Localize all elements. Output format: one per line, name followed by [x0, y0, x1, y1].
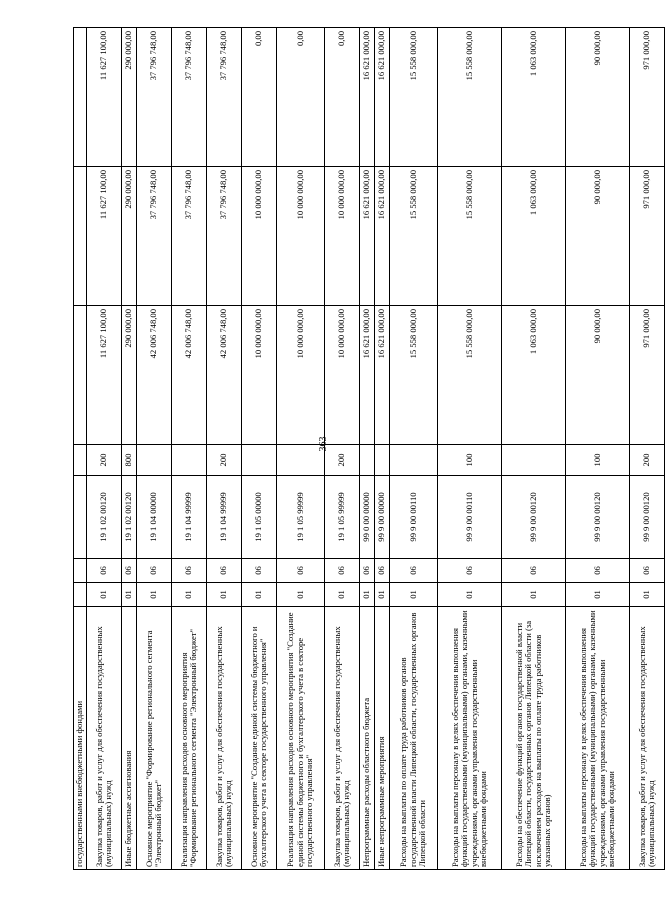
cs-code-cell: 19 1 05 99999 — [325, 476, 360, 559]
amount-2-cell: 15 558 000,00 — [390, 167, 438, 306]
vr-code-cell — [277, 445, 325, 476]
amount-1-cell: 16 621 000,00 — [375, 306, 390, 445]
cs-code-cell: 19 1 02 00120 — [122, 476, 137, 559]
gr-code-cell — [74, 583, 87, 607]
cs-code-cell: 99 0 00 00000 — [360, 476, 375, 559]
amount-1-cell: 290 000,00 — [122, 306, 137, 445]
amount-3-cell — [74, 28, 87, 167]
amount-1-cell: 15 558 000,00 — [438, 306, 502, 445]
amount-1-cell: 42 006 748,00 — [137, 306, 172, 445]
cs-code-cell: 19 1 05 00000 — [242, 476, 277, 559]
vr-code-cell — [242, 445, 277, 476]
row-name-cell: Расходы на обеспечение функций органов государственной власти Липецкой области, государственных органов Липецкой области (за исключением расходов на выплаты по оплате труда работников указанных органов) — [502, 607, 566, 870]
cs-code-cell: 19 1 02 00120 — [87, 476, 122, 559]
row-name-cell: Расходы на выплаты персоналу в целях обеспечения выполнения функций государственными (муниципальными) органами, казенными учреждениями, органами управления государственными внебюджетными фондами — [438, 607, 502, 870]
amount-2-cell: 16 621 000,00 — [360, 167, 375, 306]
amount-1-cell: 971 000,00 — [630, 306, 665, 445]
pr-code-cell: 06 — [325, 559, 360, 583]
vr-code-cell: 200 — [87, 445, 122, 476]
table-row — [375, 28, 390, 870]
table-row — [172, 28, 207, 870]
cs-code-cell: 19 1 04 99999 — [172, 476, 207, 559]
vr-code-cell — [375, 445, 390, 476]
cs-code-cell: 99 9 00 00110 — [438, 476, 502, 559]
row-name-cell: Расходы на выплаты персоналу в целях обеспечения выполнения функций государственными (муниципальными) органами, казенными учреждениями, органами управления государственными внебюджетными фондами — [566, 607, 630, 870]
vr-code-cell — [502, 445, 566, 476]
cs-code-cell: 99 9 00 00120 — [566, 476, 630, 559]
pr-code-cell: 06 — [360, 559, 375, 583]
gr-code-cell: 01 — [325, 583, 360, 607]
gr-code-cell: 01 — [360, 583, 375, 607]
amount-3-cell: 0,00 — [277, 28, 325, 167]
vr-code-cell: 200 — [325, 445, 360, 476]
gr-code-cell: 01 — [207, 583, 242, 607]
vr-code-cell: 100 — [566, 445, 630, 476]
table-row — [122, 28, 137, 870]
table-row — [277, 28, 325, 870]
amount-2-cell: 37 796 748,00 — [207, 167, 242, 306]
row-name-cell: Основное мероприятие "Создание единой системы бюджетного и бухгалтерского учета в секторе государственного управления" — [242, 607, 277, 870]
page-number: 363 — [318, 436, 329, 452]
gr-code-cell: 01 — [375, 583, 390, 607]
gr-code-cell: 01 — [122, 583, 137, 607]
vr-code-cell — [74, 445, 87, 476]
pr-code-cell: 06 — [122, 559, 137, 583]
table-row — [630, 28, 665, 870]
amount-3-cell: 90 000,00 — [566, 28, 630, 167]
cs-code-cell: 99 9 00 00120 — [630, 476, 665, 559]
cs-code-cell: 99 9 00 00110 — [390, 476, 438, 559]
amount-3-cell: 37 796 748,00 — [207, 28, 242, 167]
table-row — [438, 28, 502, 870]
gr-code-cell: 01 — [630, 583, 665, 607]
vr-code-cell — [360, 445, 375, 476]
cs-code-cell: 99 9 00 00000 — [375, 476, 390, 559]
amount-2-cell: 90 000,00 — [566, 167, 630, 306]
gr-code-cell: 01 — [242, 583, 277, 607]
amount-2-cell: 10 000 000,00 — [277, 167, 325, 306]
gr-code-cell: 01 — [137, 583, 172, 607]
amount-1-cell: 42 006 748,00 — [172, 306, 207, 445]
amount-2-cell — [74, 167, 87, 306]
row-name-cell: Иные бюджетные ассигнования — [122, 607, 137, 870]
pr-code-cell: 06 — [137, 559, 172, 583]
table-row — [360, 28, 375, 870]
gr-code-cell: 01 — [277, 583, 325, 607]
gr-code-cell: 01 — [502, 583, 566, 607]
row-name-cell: Иные непрограммные мероприятия — [375, 607, 390, 870]
amount-3-cell: 16 621 000,00 — [375, 28, 390, 167]
pr-code-cell: 06 — [438, 559, 502, 583]
pr-code-cell — [74, 559, 87, 583]
cs-code-cell — [74, 476, 87, 559]
amount-3-cell: 0,00 — [242, 28, 277, 167]
pr-code-cell: 06 — [390, 559, 438, 583]
vr-code-cell: 200 — [207, 445, 242, 476]
amount-2-cell: 37 796 748,00 — [172, 167, 207, 306]
amount-1-cell: 16 621 000,00 — [360, 306, 375, 445]
table-row — [502, 28, 566, 870]
amount-1-cell: 11 627 100,00 — [87, 306, 122, 445]
amount-1-cell: 15 558 000,00 — [390, 306, 438, 445]
pr-code-cell: 06 — [630, 559, 665, 583]
amount-3-cell: 15 558 000,00 — [438, 28, 502, 167]
amount-1-cell: 10 000 000,00 — [277, 306, 325, 445]
amount-2-cell: 37 796 748,00 — [137, 167, 172, 306]
amount-3-cell: 15 558 000,00 — [390, 28, 438, 167]
amount-1-cell: 10 000 000,00 — [325, 306, 360, 445]
amount-2-cell: 290 000,00 — [122, 167, 137, 306]
amount-3-cell: 37 796 748,00 — [172, 28, 207, 167]
cs-code-cell: 19 1 05 99999 — [277, 476, 325, 559]
amount-2-cell: 1 063 000,00 — [502, 167, 566, 306]
vr-code-cell — [390, 445, 438, 476]
amount-2-cell: 10 000 000,00 — [242, 167, 277, 306]
vr-code-cell — [137, 445, 172, 476]
row-name-cell: Закупка товаров, работ и услуг для обеспечения государственных (муниципальных) нужд — [325, 607, 360, 870]
row-name-cell: Реализация направления расходов основного мероприятия "Создание единой системы бюджетного и бухгалтерского учета в секторе государственного управления" — [277, 607, 325, 870]
row-name-cell: государственными внебюджетными фондами — [74, 607, 87, 870]
vr-code-cell — [172, 445, 207, 476]
table-row — [74, 28, 87, 870]
table-row — [566, 28, 630, 870]
amount-3-cell: 0,00 — [325, 28, 360, 167]
amount-2-cell: 10 000 000,00 — [325, 167, 360, 306]
budget-table-frame — [73, 28, 656, 870]
amount-3-cell: 971 000,00 — [630, 28, 665, 167]
amount-1-cell — [74, 306, 87, 445]
vr-code-cell: 100 — [438, 445, 502, 476]
pr-code-cell: 06 — [242, 559, 277, 583]
gr-code-cell: 01 — [566, 583, 630, 607]
gr-code-cell: 01 — [87, 583, 122, 607]
row-name-cell: Закупка товаров, работ и услуг для обеспечения государственных (муниципальных) нужд — [630, 607, 665, 870]
amount-3-cell: 11 627 100,00 — [87, 28, 122, 167]
table-row — [390, 28, 438, 870]
row-name-cell: Реализация направления расходов основного мероприятия "Формирование регионального сегмента "Электронный бюджет" — [172, 607, 207, 870]
pr-code-cell: 06 — [375, 559, 390, 583]
cs-code-cell: 19 1 04 00000 — [137, 476, 172, 559]
amount-2-cell: 16 621 000,00 — [375, 167, 390, 306]
amount-2-cell: 11 627 100,00 — [87, 167, 122, 306]
table-row — [325, 28, 360, 870]
pr-code-cell: 06 — [566, 559, 630, 583]
vr-code-cell: 200 — [630, 445, 665, 476]
gr-code-cell: 01 — [438, 583, 502, 607]
row-name-cell: Закупка товаров, работ и услуг для обеспечения государственных (муниципальных) нужд — [87, 607, 122, 870]
budget-table — [73, 27, 665, 870]
cs-code-cell: 19 1 04 99999 — [207, 476, 242, 559]
amount-1-cell: 10 000 000,00 — [242, 306, 277, 445]
gr-code-cell: 01 — [172, 583, 207, 607]
row-name-cell: Непрограммные расходы областного бюджета — [360, 607, 375, 870]
pr-code-cell: 06 — [277, 559, 325, 583]
amount-3-cell: 37 796 748,00 — [137, 28, 172, 167]
amount-1-cell: 1 063 000,00 — [502, 306, 566, 445]
vr-code-cell: 800 — [122, 445, 137, 476]
amount-3-cell: 290 000,00 — [122, 28, 137, 167]
row-name-cell: Расходы на выплаты по оплате труда работников органов государственной власти Липецкой области, государственных органов Липецкой области — [390, 607, 438, 870]
row-name-cell: Закупка товаров, работ и услуг для обеспечения государственных (муниципальных) нужд — [207, 607, 242, 870]
amount-2-cell: 15 558 000,00 — [438, 167, 502, 306]
pr-code-cell: 06 — [87, 559, 122, 583]
cs-code-cell: 99 9 00 00120 — [502, 476, 566, 559]
pr-code-cell: 06 — [207, 559, 242, 583]
row-name-cell: Основное мероприятие "Формирование регионального сегмента "Электронный бюджет" — [137, 607, 172, 870]
table-row — [87, 28, 122, 870]
table-row — [242, 28, 277, 870]
table-row — [207, 28, 242, 870]
gr-code-cell: 01 — [390, 583, 438, 607]
amount-1-cell: 90 000,00 — [566, 306, 630, 445]
table-row — [137, 28, 172, 870]
amount-1-cell: 42 006 748,00 — [207, 306, 242, 445]
amount-2-cell: 971 000,00 — [630, 167, 665, 306]
pr-code-cell: 06 — [502, 559, 566, 583]
amount-3-cell: 1 063 000,00 — [502, 28, 566, 167]
pr-code-cell: 06 — [172, 559, 207, 583]
amount-3-cell: 16 621 000,00 — [360, 28, 375, 167]
